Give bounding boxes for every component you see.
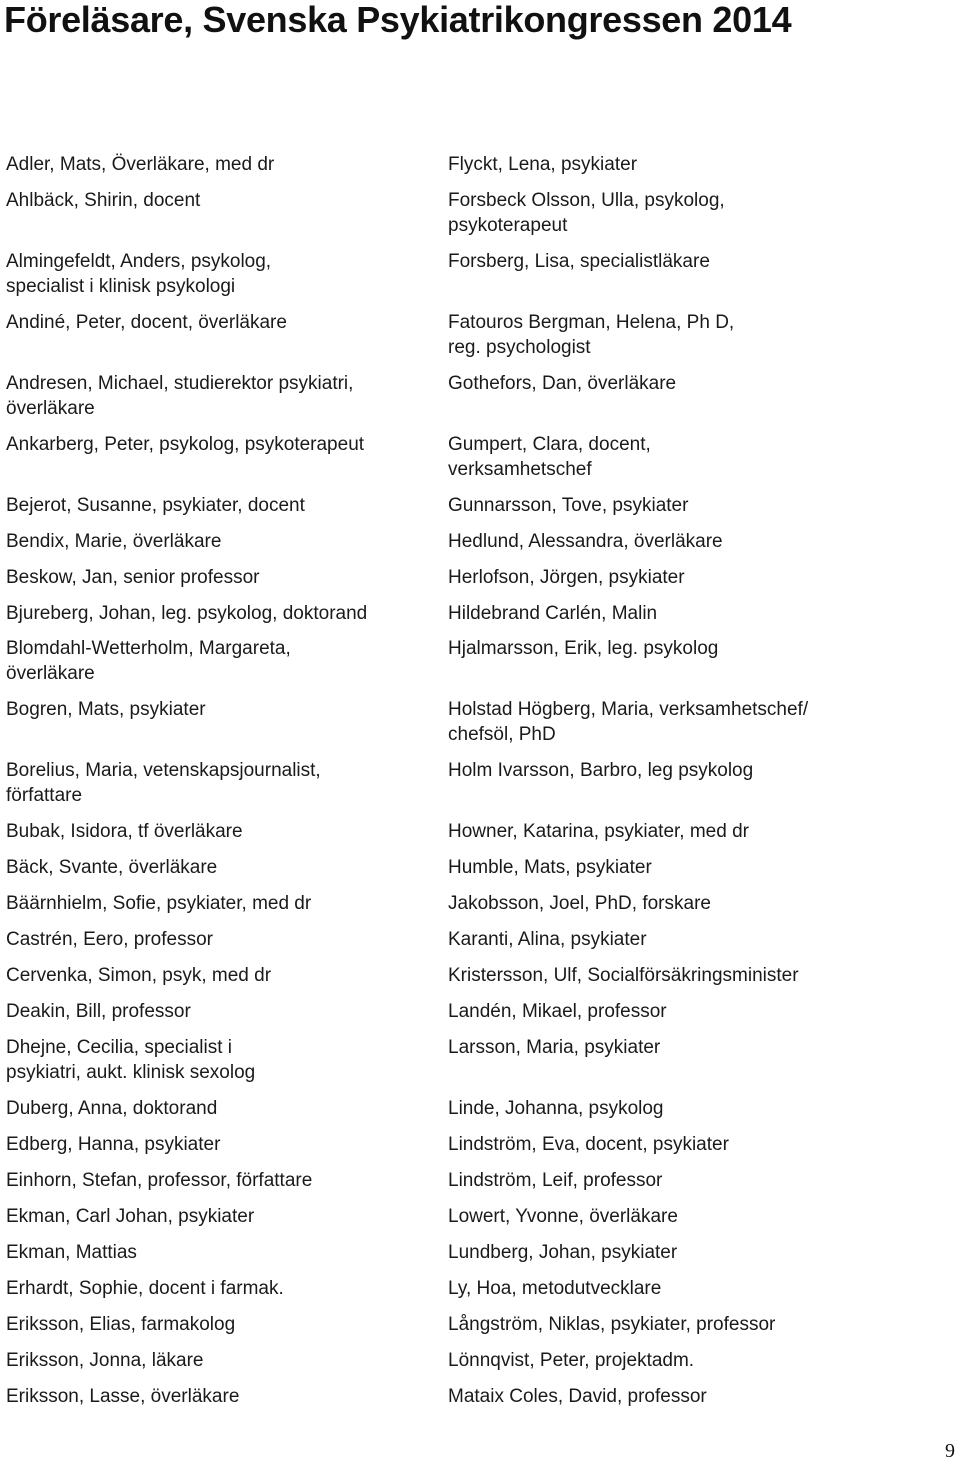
speaker-entry: Lindström, Leif, professor <box>448 1170 663 1191</box>
speaker-entry: Ekman, Carl Johan, psykiater <box>6 1206 255 1227</box>
speaker-entry: Castrén, Eero, professor <box>6 929 213 950</box>
speaker-entry: Ekman, Mattias <box>6 1242 137 1263</box>
speaker-entry: Lönnqvist, Peter, projektadm. <box>448 1350 695 1371</box>
speaker-entry: Ly, Hoa, metodutvecklare <box>448 1278 662 1299</box>
speaker-entry: Lindström, Eva, docent, psykiater <box>448 1134 729 1155</box>
speaker-entry: Forsberg, Lisa, specialistläkare <box>448 251 710 272</box>
speaker-entry: Mataix Coles, David, professor <box>448 1386 707 1407</box>
speaker-entry: Lundberg, Johan, psykiater <box>448 1242 678 1263</box>
speaker-entry: Gumpert, Clara, docent, verksamhetschef <box>448 434 651 480</box>
speaker-entry: Duberg, Anna, doktorand <box>6 1098 218 1119</box>
speaker-entry: Bogren, Mats, psykiater <box>6 699 206 720</box>
speaker-entry: Einhorn, Stefan, professor, författare <box>6 1170 313 1191</box>
speaker-entry: Bäärnhielm, Sofie, psykiater, med dr <box>6 893 312 914</box>
speaker-entry: Långström, Niklas, psykiater, professor <box>448 1314 776 1335</box>
speaker-entry: Bubak, Isidora, tf överläkare <box>6 821 243 842</box>
speaker-entry: Flyckt, Lena, psykiater <box>448 154 638 175</box>
speaker-entry: Linde, Johanna, psykolog <box>448 1098 664 1119</box>
speaker-entry: Hedlund, Alessandra, överläkare <box>448 531 723 552</box>
speaker-entry: Gunnarsson, Tove, psykiater <box>448 495 689 516</box>
speaker-entry: Gothefors, Dan, överläkare <box>448 373 677 394</box>
page-number: 9 <box>945 1440 955 1462</box>
speaker-entry: Bendix, Marie, överläkare <box>6 531 222 552</box>
speaker-entry: Almingefeldt, Anders, psykolog, specialist i klinisk psykologi <box>6 251 272 297</box>
speaker-entry: Andresen, Michael, studierektor psykiatri, överläkare <box>6 373 354 419</box>
speaker-entry: Eriksson, Elias, farmakolog <box>6 1314 236 1335</box>
speaker-entry: Fatouros Bergman, Helena, Ph D, reg. psychologist <box>448 312 735 358</box>
speaker-entry: Edberg, Hanna, psykiater <box>6 1134 221 1155</box>
speaker-entry: Larsson, Maria, psykiater <box>448 1037 661 1058</box>
speaker-entry: Ahlbäck, Shirin, docent <box>6 190 201 211</box>
speaker-entry: Herlofson, Jörgen, psykiater <box>448 567 685 588</box>
speaker-entry: Hildebrand Carlén, Malin <box>448 603 658 624</box>
speaker-entry: Eriksson, Jonna, läkare <box>6 1350 204 1371</box>
speaker-entry: Humble, Mats, psykiater <box>448 857 652 878</box>
speaker-entry: Deakin, Bill, professor <box>6 1001 191 1022</box>
speaker-entry: Lowert, Yvonne, överläkare <box>448 1206 678 1227</box>
speaker-entry: Blomdahl-Wetterholm, Margareta, överläkare <box>6 638 291 684</box>
speaker-entry: Karanti, Alina, psykiater <box>448 929 647 950</box>
speaker-entry: Bjureberg, Johan, leg. psykolog, doktorand <box>6 603 368 624</box>
speaker-entry: Eriksson, Lasse, överläkare <box>6 1386 240 1407</box>
speaker-entry: Kristersson, Ulf, Socialförsäkringsminister <box>448 965 799 986</box>
speaker-entry: Cervenka, Simon, psyk, med dr <box>6 965 272 986</box>
speaker-entry: Adler, Mats, Överläkare, med dr <box>6 154 275 175</box>
speaker-entry: Andiné, Peter, docent, överläkare <box>6 312 287 333</box>
speaker-entry: Bäck, Svante, överläkare <box>6 857 218 878</box>
speaker-entry: Beskow, Jan, senior professor <box>6 567 260 588</box>
speaker-entry: Borelius, Maria, vetenskapsjournalist, författare <box>6 760 321 806</box>
speaker-entry: Jakobsson, Joel, PhD, forskare <box>448 893 711 914</box>
speaker-entry: Erhardt, Sophie, docent i farmak. <box>6 1278 284 1299</box>
page-title: Föreläsare, Svenska Psykiatrikongressen 2014 <box>4 0 792 40</box>
speaker-entry: Forsbeck Olsson, Ulla, psykolog, psykoterapeut <box>448 190 725 236</box>
speaker-entry: Landén, Mikael, professor <box>448 1001 667 1022</box>
speaker-entry: Holstad Högberg, Maria, verksamhetschef/ chefsöl, PhD <box>448 699 809 745</box>
speaker-entry: Hjalmarsson, Erik, leg. psykolog <box>448 638 719 659</box>
speaker-entry: Dhejne, Cecilia, specialist i psykiatri, aukt. klinisk sexolog <box>6 1037 256 1083</box>
speaker-entry: Holm Ivarsson, Barbro, leg psykolog <box>448 760 754 781</box>
speaker-entry: Bejerot, Susanne, psykiater, docent <box>6 495 305 516</box>
speaker-entry: Ankarberg, Peter, psykolog, psykoterapeut <box>6 434 365 455</box>
speaker-entry: Howner, Katarina, psykiater, med dr <box>448 821 749 842</box>
